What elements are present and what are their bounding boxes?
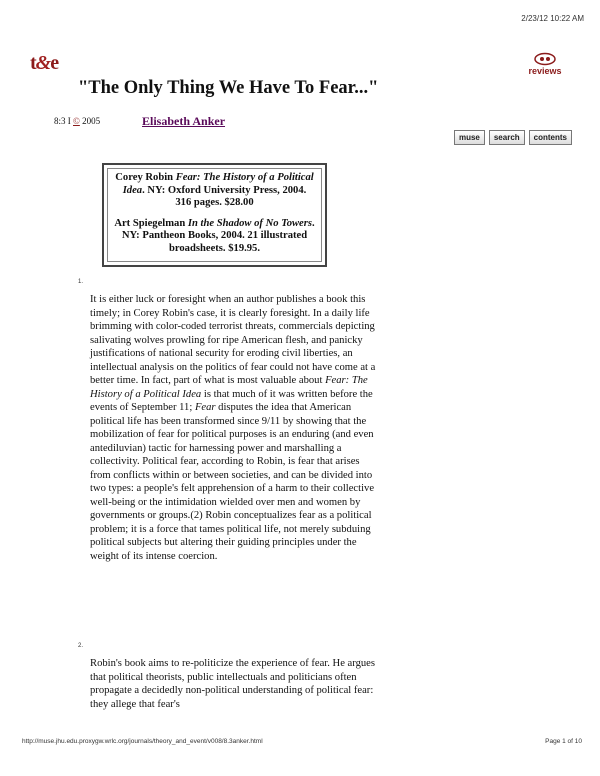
paragraph-2 bbox=[90, 657, 382, 711]
paragraph-1 bbox=[90, 293, 382, 563]
paragraph-1-text-c: disputes the idea that American political life has been transformed since 9/11 by showing that the mobilization of fear for political purposes is an enduring (and even antediluvian) tactic for harnessing power and marshalling a collectivity. Political fear, according to Robin, is fear that arises from conflicts within or between societies, and can be divided into two types: a people's felt apprehension of a harm to their collective well-being or the intimidation wielded over men and women by governments or groups.(2) Robin conceptualizes fear as a political problem; it is a force that tames political life, not merely subduing political subjects but altering their guiding principles under the weight of its intense coercion. bbox=[90, 402, 375, 562]
muse-button[interactable]: muse bbox=[454, 130, 485, 145]
issue-meta bbox=[54, 116, 100, 126]
reviews-label: reviews bbox=[528, 66, 562, 76]
te-logo[interactable] bbox=[30, 52, 58, 75]
issue-year: 2005 bbox=[79, 116, 101, 126]
nav-buttons bbox=[454, 130, 572, 145]
reviews-icon bbox=[533, 52, 557, 66]
logo-t: t bbox=[30, 52, 36, 74]
author-link[interactable]: Elisabeth Anker bbox=[142, 114, 226, 128]
book-2-author: Art Spiegelman bbox=[114, 217, 188, 229]
paragraph-1-text-b: is that much of it was written before the events of September 11; bbox=[90, 388, 373, 413]
logo-e: e bbox=[50, 52, 59, 74]
book-2-title: In the Shadow of No Towers bbox=[187, 217, 313, 229]
logo-ampersand: & bbox=[35, 52, 51, 74]
paragraph-1-text-a: It is either luck or foresight when an author publishes a book this timely; in Corey Robin's case, it is clearly foresight. In a daily life brimming with color-coded terrorist threats, commercials depicting salivating wolves prowling for ripe American flesh, and panicky justifications of national security for eroding civil liberties, an intellectual analysis on the politics of fear could not have come at a better time. In fact, part of what is most valuable about bbox=[90, 294, 376, 386]
book-2-details: . NY: Pantheon Books, 2004. 21 illustrated broadsheets. $19.95. bbox=[121, 217, 315, 254]
print-timestamp: 2/23/12 10:22 AM bbox=[521, 14, 584, 23]
article-title: "The Only Thing We Have To Fear..." bbox=[78, 78, 379, 98]
book-citation-box bbox=[102, 163, 327, 267]
book-citation-1 bbox=[114, 172, 315, 210]
paragraph-number-1: 1. bbox=[78, 279, 84, 285]
paragraph-1-italic-b: Fear bbox=[194, 402, 216, 413]
book-citation-2 bbox=[114, 218, 315, 256]
book-citation-inner bbox=[107, 168, 322, 262]
reviews-section-link[interactable] bbox=[520, 52, 570, 76]
paragraph-number-2: 2. bbox=[78, 643, 84, 649]
search-button[interactable]: search bbox=[489, 130, 525, 145]
issue-number: 8:3 I bbox=[54, 116, 73, 126]
footer-url: http://muse.jhu.edu.proxygw.wrlc.org/journals/theory_and_event/v008/8.3anker.html bbox=[22, 738, 263, 745]
paragraph-2-text: Robin's book aims to re-politicize the experience of fear. He argues that political theorists, public intellectuals and politicians often propagate a decidedly non-political understanding of political fear: they allege that fear's bbox=[90, 658, 375, 710]
book-1-details: . NY: Oxford University Press, 2004. 316 pages. $28.00 bbox=[142, 184, 307, 208]
book-1-author: Corey Robin bbox=[115, 172, 176, 183]
book-1-title: Fear: The History of a Political Idea bbox=[122, 172, 314, 196]
paragraph-1-italic-a: Fear: The History of a Political Idea bbox=[90, 375, 368, 400]
copyright-link[interactable]: © bbox=[73, 116, 80, 126]
page-number: Page 1 of 10 bbox=[545, 738, 582, 745]
contents-button[interactable]: contents bbox=[529, 130, 572, 145]
